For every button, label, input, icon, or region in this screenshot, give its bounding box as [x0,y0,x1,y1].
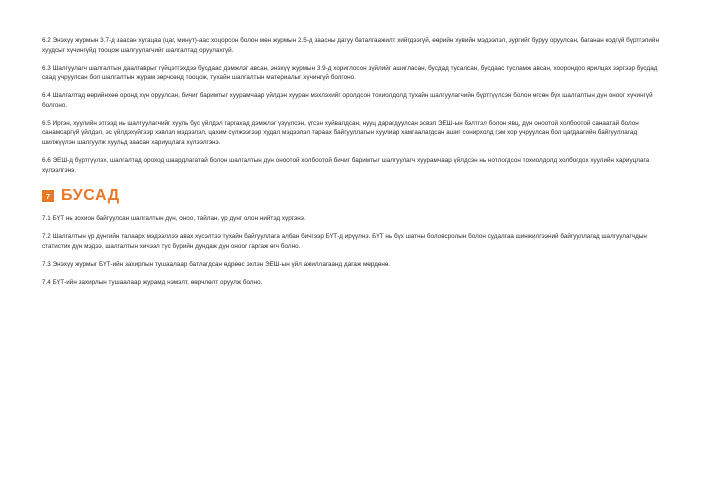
paragraph-7-4: 7.4 БҮТ-ийн захирлын тушаалаар журамд нэмэлт, өөрчлөлт оруулж болно. [42,278,263,286]
paragraph-7-1: 7.1 БҮТ нь зохион байгуулсан шалгалтын дүн, оноо, тайлан, үр дүнг олон нийтэд хүргэнэ. [42,215,306,223]
paragraph-6-4: 6.4 Шалгалтад өөрийнхөө оронд хүн оруулсан, бичиг баримтыг хуурамчаар үйлдэн хууран мэхлэхийг оролдсон тохиолдолд тухайн шалгуулагчийн бүртгүүлсэн болон өгсөн бүх шалгалтын дүн оноог хүчингүй болгоно. [42,92,653,109]
paragraph-6-2: 6.2 Энэхүү журмын 3.7-д заасан хугацаа (цаг, минут)-аас хоцорсон болон мөн журмын 2.5-д заасны дагуу баталгаажилт хийгдээгүй, өөрийн хувийн мэдээлэл, зургийг буруу оруулсан, баганан кодгүй бүртгэлийн хуудсыг хүчингүйд тооцож шалгуулагчийг шалгалтад оруулахгүй. [42,37,659,54]
paragraph-6-6: 6.6 ЭЕШ-д бүртгүүлэх, шалгалтад ороход шаардлагатай болон шалгалтын дүн оноотой холбоотой бичиг баримтыг шалгуулагч хуурамчаар үйлдсэн нь нотлогдсон тохиолдолд холбогдох хуулийн хариуцлага хүлээлгэнэ. [42,156,650,174]
paragraph-6-3: 6.3 Шалгуулагч шалгалтын даалгаврыг гүйцэтгэхдээ бусдаас дэмжлэг авсан, энэхүү журмын 3.9-д хориглосон зүйлийг ашигласан, бусдад тусалсан, бусдаас тусламж авсан, хоорондоо ярилцах зэргээр бусдад саад учруулсан бол шалгалтын журам зөрчсөнд тооцож, тухайн шалгалтын материалыг хүчингүй болгоно. [42,64,658,82]
paragraph-6-5: 6.5 Иргэн, хуулийн этгээд нь шалгуулагчийг хууль бус үйлдэл гаргахад дэмжлэг үзүүлсэн, үгсэн хуйвалдсан, нууц дарагдуулсан эсвэл ЭЕШ-ын бэлтгэл болон явц, дүн оноотой холбоотой санаатай болон санамсаргүй үйлдэл, эс үйлдэхүйгээр хэвлэл мэдээлэл, цахим сүлжээгээр худал мэдээлэл тараах байгууллагын хуулиар хамгаалагдсан ашиг сонирхолд гэм хор учруулсан бол цагдаагийн байгууллагад шилжүүлэн шалгуулж хуульд заасан хариуцлага хүлээлгэнэ. [42,119,639,146]
section-title: БУСАД [61,187,120,205]
section-7-heading [42,188,672,204]
paragraph-7-3: 7.3 Энэхүү журмыг БҮТ-ийн захирлын тушаалаар батлагдсан өдрөөс эхлэн ЭЕШ-ын үйл ажиллагаанд дагаж мөрдөнө. [42,260,391,268]
section-number-badge: 7 [42,190,54,202]
paragraph-7-2: 7.2 Шалгалтын үр дүнгийн талаарх мэдээллээ авах хүсэлтээ тухайн байгууллага албан бичгээр БҮТ-д ирүүлнэ. БҮТ нь бүх шатны боловсролын болон судалгаа шинжилгээний байгууллагад шалгуулагчдын статистик дүн мэдээ, шалгалтын хичээл тус бүрийн дундаж дүн оноог гаргаж өгч болно. [42,233,647,250]
